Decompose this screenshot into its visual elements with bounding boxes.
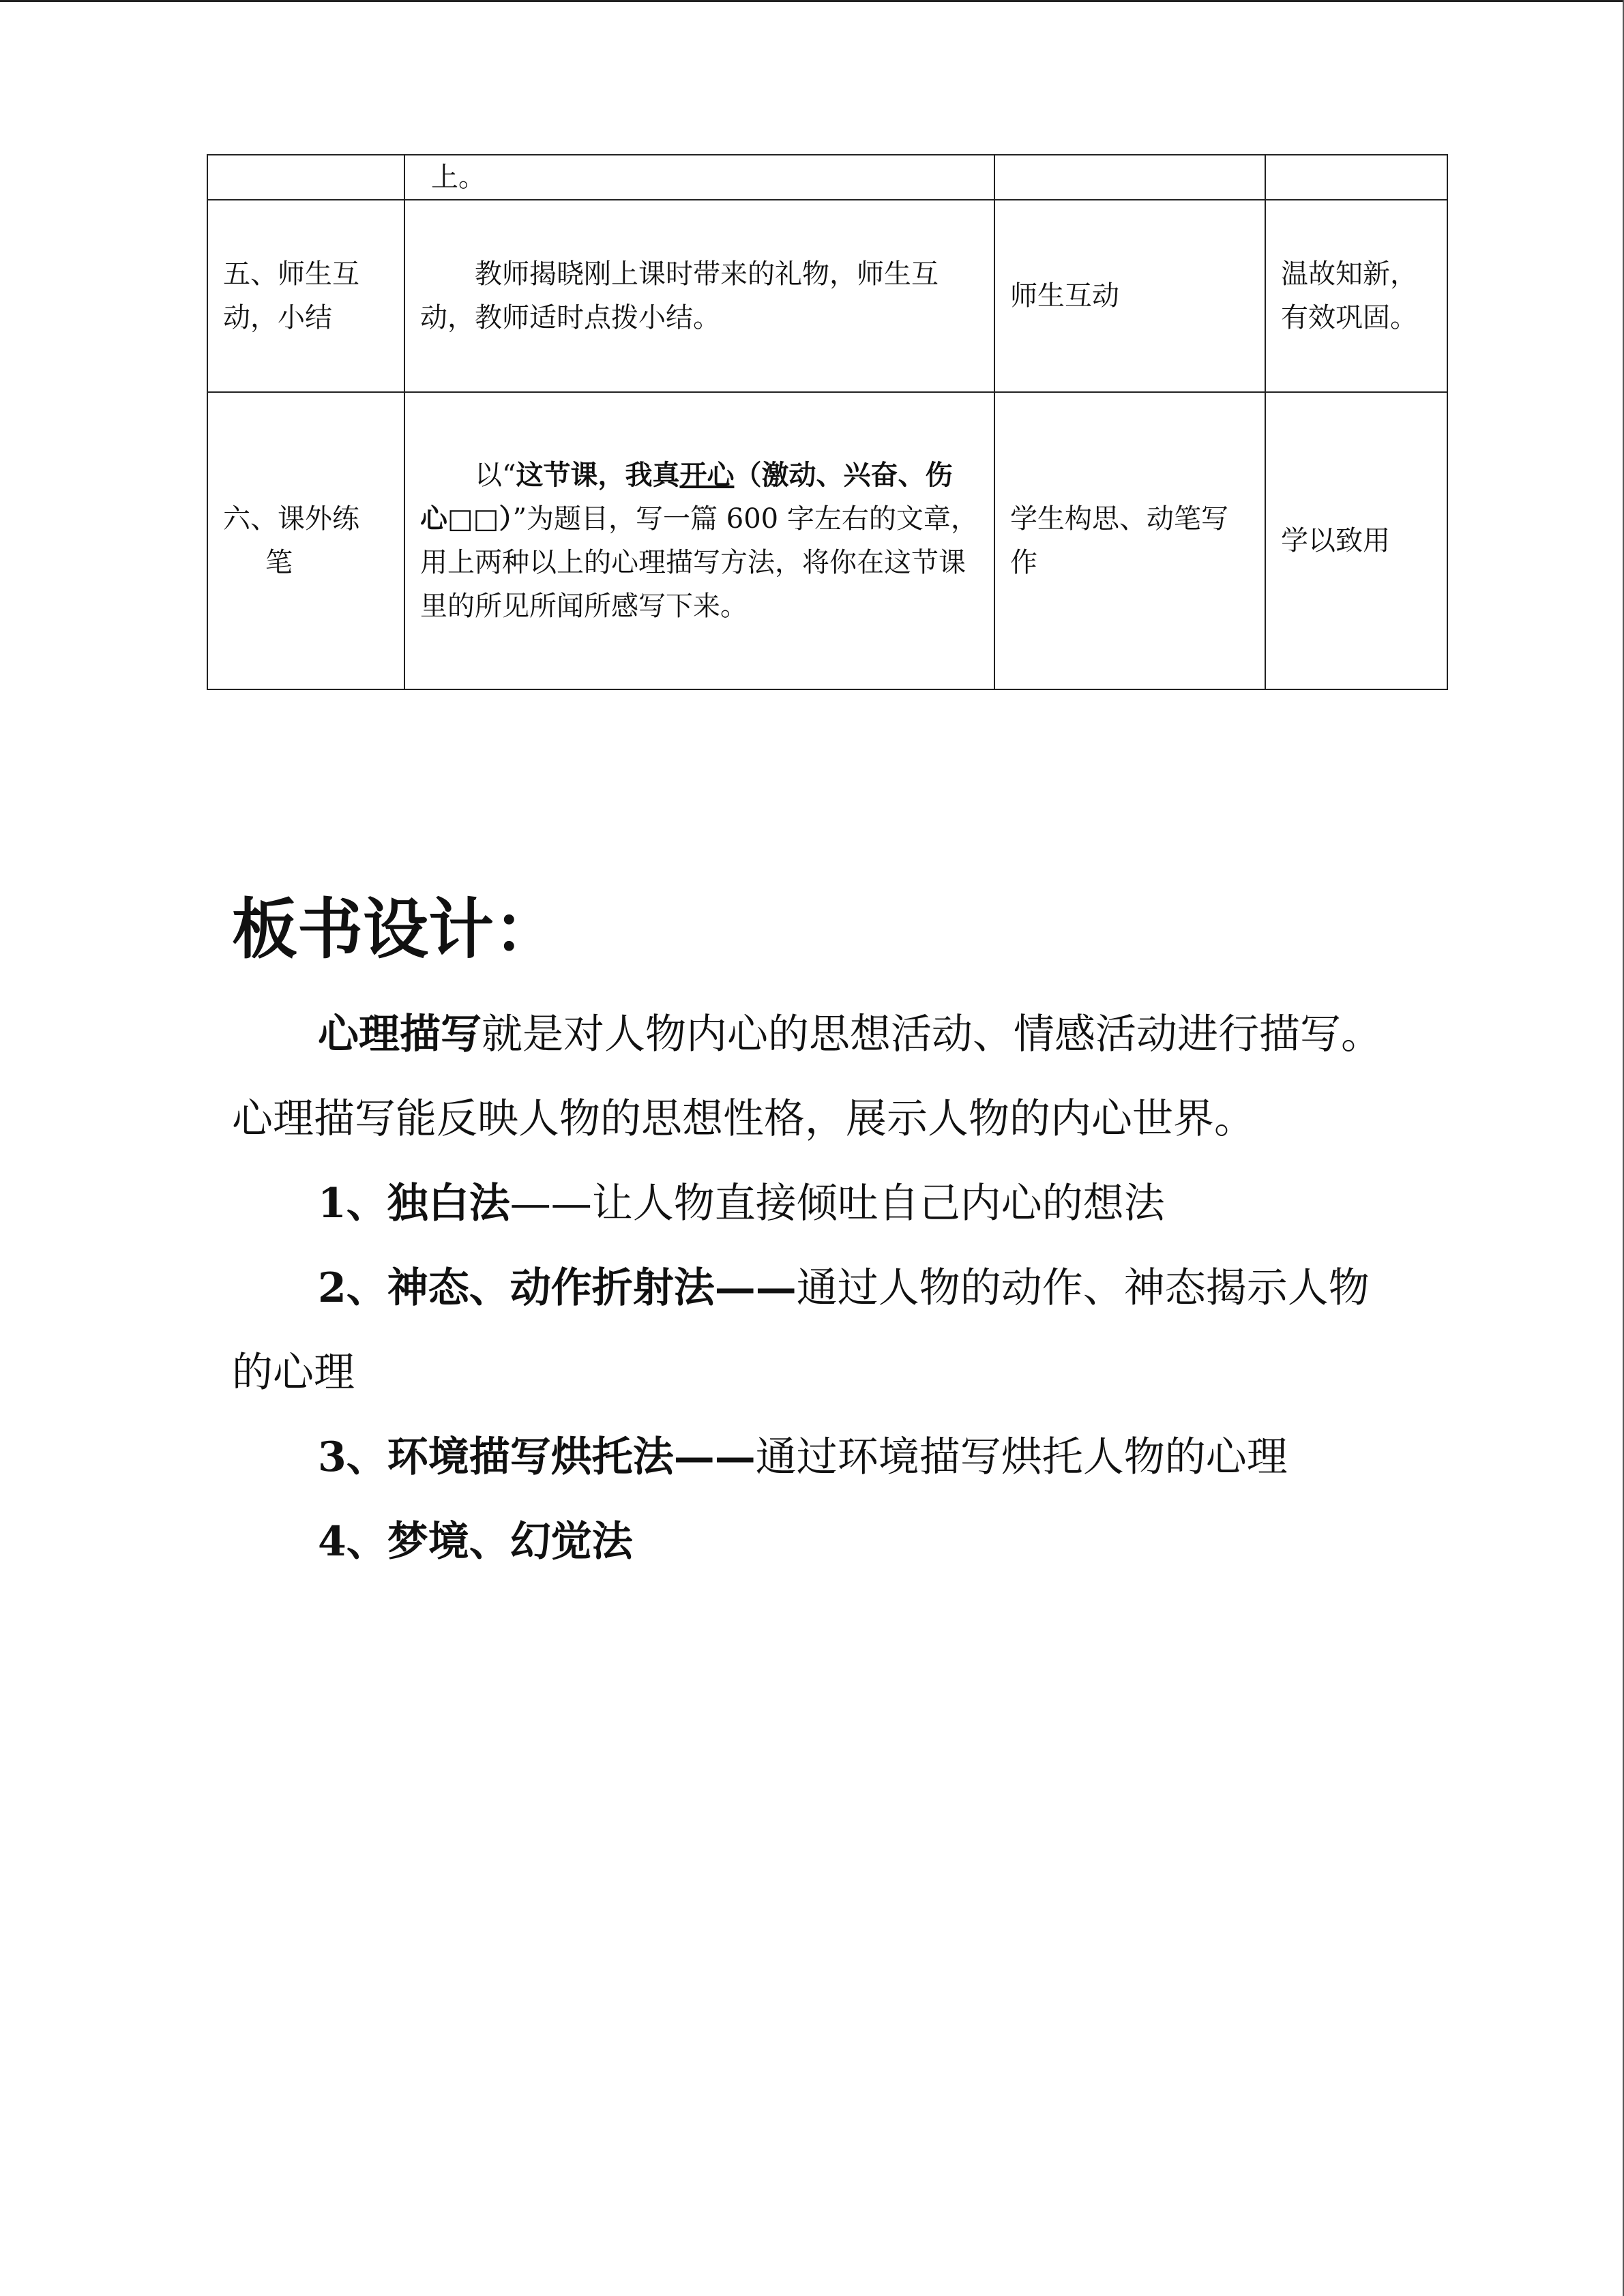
intent-text: 温故知新，有效巩固。: [1281, 258, 1417, 333]
table-cell-activity: [994, 200, 1265, 392]
definition-text: 就是对人物内心的思想活动、情感活动进行描写。心理描写能反映人物的思想性格，展示人物的内心世界。: [232, 1011, 1382, 1143]
definition-term: 心理描写: [318, 1011, 482, 1058]
table-cell-activity: [994, 392, 1265, 689]
page-top-border: [0, 0, 1624, 2]
table-cell-stage: [207, 155, 404, 200]
lesson-plan-table: [207, 154, 1448, 690]
content-continuation: 上。: [431, 162, 486, 193]
definition-paragraph: [232, 992, 1391, 1161]
table-row: [207, 392, 1447, 689]
list-item: [232, 1415, 1391, 1500]
method-desc: ——让人物直接倾吐自己内心的想法: [510, 1180, 1165, 1227]
table-cell-content: [404, 200, 994, 392]
content-bold: 这节课，我真: [516, 459, 680, 491]
activity-text: 学生构思、动笔写作: [1010, 503, 1228, 578]
table-cell-stage: [207, 200, 404, 392]
table-cell-content: [404, 155, 994, 200]
list-item: [232, 1500, 1391, 1584]
content-bold: （激动、兴奋、伤心□□）: [420, 459, 953, 535]
board-design-body: [232, 992, 1391, 1584]
table-cell-activity: [994, 155, 1265, 200]
intent-text: 学以致用: [1281, 525, 1390, 556]
activity-text: 师生互动: [1010, 280, 1119, 312]
list-item: [232, 1161, 1391, 1246]
table-row: [207, 155, 1447, 200]
table-cell-stage: [207, 392, 404, 689]
table-row: [207, 200, 1447, 392]
content-text: 以“: [475, 460, 516, 491]
list-item: [232, 1246, 1391, 1415]
content-text: ”为题目，写一篇 600 字左右的文章，用上两种以上的心理描写方法，将你在这节课里的所见所闻所感写下来。: [420, 503, 978, 622]
stage-label-cont: 笔: [265, 547, 293, 578]
stage-label: 六、课外练: [223, 503, 359, 535]
method-label: 3、环境描写烘托法——: [318, 1433, 756, 1481]
method-label: 4、梦境、幻觉法: [318, 1518, 633, 1566]
content-text: 教师揭晓刚上课时带来的礼物，师生互动，教师适时点拨小结。: [420, 258, 939, 333]
table-cell-intent: [1265, 392, 1447, 689]
table-cell-content: [404, 392, 994, 689]
method-desc: 通过人物的动作、神态揭示人物的心理: [232, 1264, 1370, 1397]
method-label: 2、神态、动作折射法——: [318, 1264, 797, 1312]
table-cell-intent: [1265, 155, 1447, 200]
content-underlined: 开心: [679, 459, 735, 491]
stage-label: 五、师生互动，小结: [223, 258, 359, 333]
board-design-title: 板书设计：: [232, 891, 559, 968]
method-label: 1、独白法: [318, 1180, 510, 1227]
method-desc: 通过环境描写烘托人物的心理: [755, 1433, 1288, 1481]
table-cell-intent: [1265, 200, 1447, 392]
